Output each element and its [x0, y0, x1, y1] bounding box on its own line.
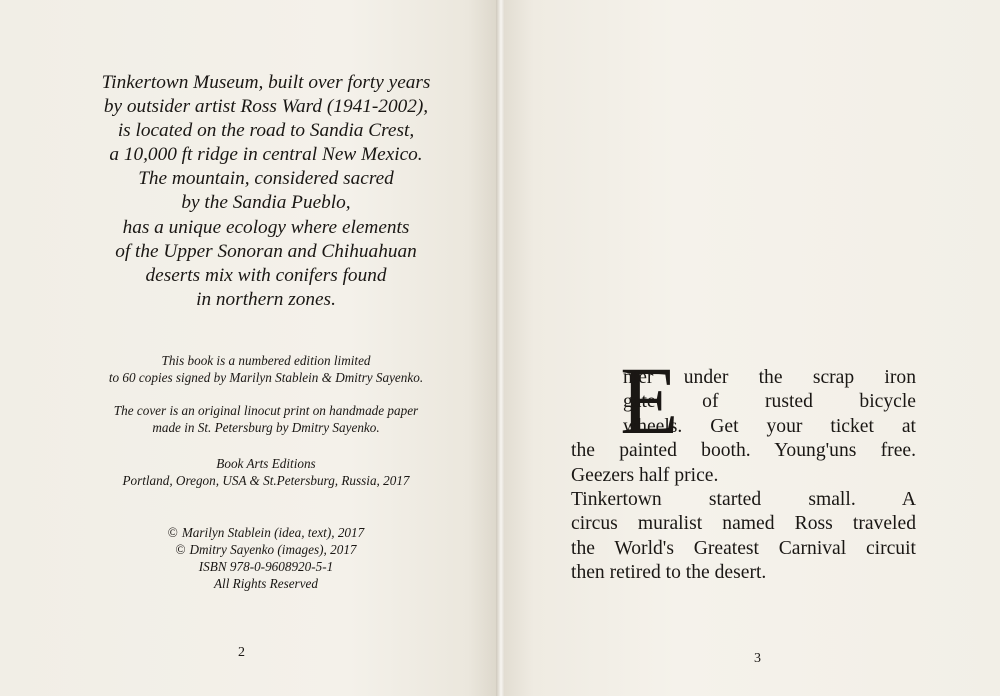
- edition-note: [86, 352, 446, 386]
- intro-paragraph: [86, 71, 446, 312]
- intro-line: is located on the road to Sandia Crest,: [117, 120, 415, 142]
- story-line: circus muralist named Ross traveled: [571, 513, 916, 535]
- copyright-icon: ©: [175, 542, 186, 557]
- cover-line: The cover is an original linocut print on handmade paper: [113, 403, 419, 418]
- story-line: then retired to the desert.: [571, 562, 767, 584]
- isbn-line: ISBN 978-0-9608920-5-1: [198, 559, 334, 574]
- story-line: gate of rusted bicycle: [623, 391, 916, 413]
- intro-line: The mountain, considered sacred: [138, 168, 394, 190]
- story-text: [571, 366, 916, 586]
- intro-line: by the Sandia Pueblo,: [181, 192, 351, 214]
- copyright-icon: ©: [167, 525, 178, 540]
- page-number-right: 3: [754, 651, 761, 666]
- publisher-line: Portland, Oregon, USA & St.Petersburg, Russia, 2017: [122, 473, 410, 488]
- copyright-block: [86, 524, 446, 592]
- publisher-line: Book Arts Editions: [216, 456, 316, 471]
- copyright-line: © Dmitry Sayenko (images), 2017: [175, 542, 357, 557]
- left-page: [0, 0, 498, 696]
- copyright-line: © Marilyn Stablein (idea, text), 2017: [167, 525, 365, 540]
- edition-line: to 60 copies signed by Marilyn Stablein & Dmitry Sayenko.: [108, 370, 424, 385]
- right-page: [504, 0, 1000, 696]
- cover-line: made in St. Petersburg by Dmitry Sayenko.: [152, 420, 380, 435]
- page-number-left: 2: [238, 645, 245, 660]
- story-line: wheels. Get your ticket at: [623, 415, 916, 437]
- intro-line: Tinkertown Museum, built over forty years: [101, 72, 431, 93]
- story-line: Geezers half price.: [571, 464, 719, 486]
- intro-line: has a unique ecology where elements: [122, 216, 410, 238]
- intro-line: by outsider artist Ross Ward (1941-2002),: [103, 96, 429, 118]
- story-line: the painted booth. Young'uns free.: [571, 440, 916, 462]
- intro-line: deserts mix with conifers found: [145, 264, 387, 286]
- story-line: nter under the scrap iron: [623, 367, 916, 388]
- story-line: Tinkertown started small. A: [571, 488, 916, 510]
- intro-line: of the Upper Sonoran and Chihuahuan: [115, 240, 417, 262]
- drop-cap: E: [620, 347, 679, 454]
- story-line: the World's Greatest Carnival circuit: [571, 537, 916, 559]
- intro-line: in northern zones.: [196, 288, 336, 310]
- edition-line: This book is a numbered edition limited: [161, 353, 371, 368]
- cover-note: [86, 402, 446, 436]
- publisher-note: [86, 455, 446, 489]
- intro-line: a 10,000 ft ridge in central New Mexico.: [109, 144, 423, 166]
- rights-line: All Rights Reserved: [213, 576, 318, 591]
